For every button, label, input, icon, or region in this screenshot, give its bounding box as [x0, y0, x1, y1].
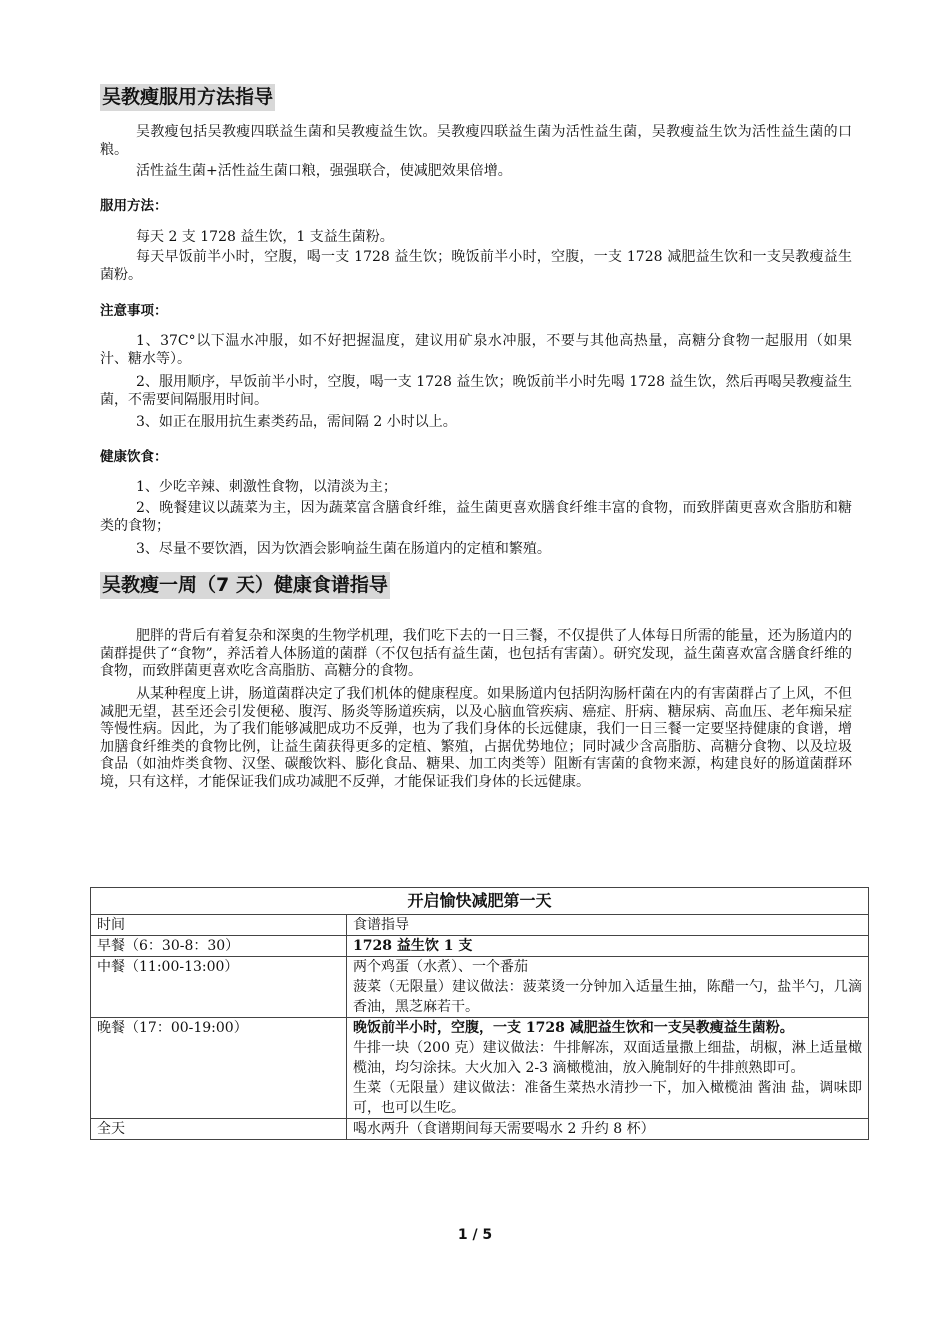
intro-paragraph-1: 吴教瘦包括吴教瘦四联益生菌和吴教瘦益生饮。吴教瘦四联益生菌为活性益生菌，吴教瘦益生饮为活性益生菌的口粮。: [100, 124, 852, 158]
lunch-guide-line-1: 两个鸡蛋（水煮）、一个番茄: [353, 959, 528, 975]
section1-title: 吴教瘦服用方法指导: [100, 84, 275, 111]
notes-label: 注意事项：: [100, 303, 168, 319]
dinner-guide: [347, 1018, 869, 1119]
usage-label: 服用方法：: [100, 198, 168, 214]
table-title: 开启愉快减肥第一天: [91, 888, 869, 915]
diet-label: 健康饮食：: [100, 449, 168, 465]
diet-item-2: 2、晚餐建议以蔬菜为主，因为蔬菜富含膳食纤维，益生菌更喜欢膳食纤维丰富的食物，而致胖菌更喜欢含脂肪和糖类的食物；: [100, 500, 852, 534]
breakfast-time: 早餐（6：30-8：30）: [91, 936, 347, 957]
body-paragraph-1: 肥胖的背后有着复杂和深奥的生物学机理，我们吃下去的一日三餐，不仅提供了人体每日所需的能量，还为肠道内的菌群提供了“食物”，养活着人体肠道的菌群（不仅包括有益生菌，也包括有害菌）。研究发现，益生菌喜欢富含膳食纤维的食物，而致胖菌更喜欢吃含高脂肪、高糖分的食物。: [100, 628, 852, 679]
table-row-allday: [91, 1119, 869, 1140]
usage-paragraph-1: 每天 2 支 1728 益生饮，1 支益生菌粉。: [136, 229, 394, 245]
dinner-time: 晚餐（17：00-19:00）: [91, 1018, 347, 1119]
body-paragraph-2: 从某种程度上讲，肠道菌群决定了我们机体的健康程度。如果肠道内包括阴沟肠杆菌在内的有害菌群占了上风，不但减肥无望，甚至还会引发便秘、腹泻、肠炎等肠道疾病，以及心脑血管疾病、癌症、肝病、糖尿病、高血压、老年痴呆症等慢性病。因此，为了我们能够减肥成功不反弹，也为了我们身体的长远健康，我们一日三餐一定要坚持健康的食谱，增加膳食纤维类的食物比例，让益生菌获得更多的定植、繁殖，占据优势地位；同时减少含高脂肪、高糖分食物、以及垃圾食品（如油炸类食物、汉堡、碳酸饮料、膨化食品、糖果、加工肉类等）阻断有害菌的食物来源，构建良好的肠道菌群环境，只有这样，才能保证我们成功减肥不反弹，才能保证我们身体的长远健康。: [100, 686, 852, 790]
table-row-dinner: [91, 1018, 869, 1119]
table-header-row: [91, 915, 869, 936]
header-time: 时间: [91, 915, 347, 936]
dinner-guide-line-1: 晚饭前半小时，空腹，一支 1728 减肥益生饮和一支吴教瘦益生菌粉。: [353, 1020, 794, 1036]
diet-item-3: 3、尽量不要饮酒，因为饮酒会影响益生菌在肠道内的定植和繁殖。: [136, 541, 551, 557]
dinner-guide-line-2: 牛排一块（200 克）建议做法：牛排解冻，双面适量撒上细盐，胡椒，淋上适量橄榄油，均匀涂抹。大火加入 2-3 滴橄榄油，放入腌制好的牛排煎熟即可。: [353, 1040, 862, 1076]
note-item-3: 3、如正在服用抗生素类药品，需间隔 2 小时以上。: [136, 414, 457, 430]
lunch-guide: [347, 957, 869, 1018]
lunch-time: 中餐（11:00-13:00）: [91, 957, 347, 1018]
allday-guide: 喝水两升（食谱期间每天需要喝水 2 升约 8 杯）: [347, 1119, 869, 1140]
breakfast-guide: 1728 益生饮 1 支: [347, 936, 869, 957]
table-row-lunch: [91, 957, 869, 1018]
diet-item-1: 1、少吃辛辣、刺激性食物，以清淡为主；: [136, 479, 397, 495]
header-guide: 食谱指导: [347, 915, 869, 936]
intro-paragraph-2: 活性益生菌+活性益生菌口粮，强强联合，使减肥效果倍增。: [136, 163, 512, 179]
allday-time: 全天: [91, 1119, 347, 1140]
table-title-row: [91, 888, 869, 915]
table-row-breakfast: [91, 936, 869, 957]
page-number: 1 / 5: [457, 1227, 493, 1243]
meal-plan-table: [90, 887, 869, 1140]
note-item-1: 1、37C°以下温水冲服，如不好把握温度，建议用矿泉水冲服，不要与其他高热量，高糖分食物一起服用（如果汁、糖水等）。: [100, 333, 852, 367]
note-item-2: 2、服用顺序，早饭前半小时，空腹，喝一支 1728 益生饮；晚饭前半小时先喝 1728 益生饮，然后再喝吴教瘦益生菌，不需要间隔服用时间。: [100, 374, 852, 408]
lunch-guide-line-2: 菠菜（无限量）建议做法：菠菜烫一分钟加入适量生抽，陈醋一勺，盐半勺，几滴香油，黑芝麻若干。: [353, 979, 862, 1015]
dinner-guide-line-3: 生菜（无限量）建议做法：准备生菜热水清抄一下，加入橄榄油 酱油 盐，调味即可，也可以生吃。: [353, 1080, 862, 1116]
section2-title: 吴教瘦一周（7 天）健康食谱指导: [100, 572, 390, 599]
usage-paragraph-2: 每天早饭前半小时，空腹，喝一支 1728 益生饮；晚饭前半小时，空腹，一支 1728 减肥益生饮和一支吴教瘦益生菌粉。: [100, 249, 852, 283]
